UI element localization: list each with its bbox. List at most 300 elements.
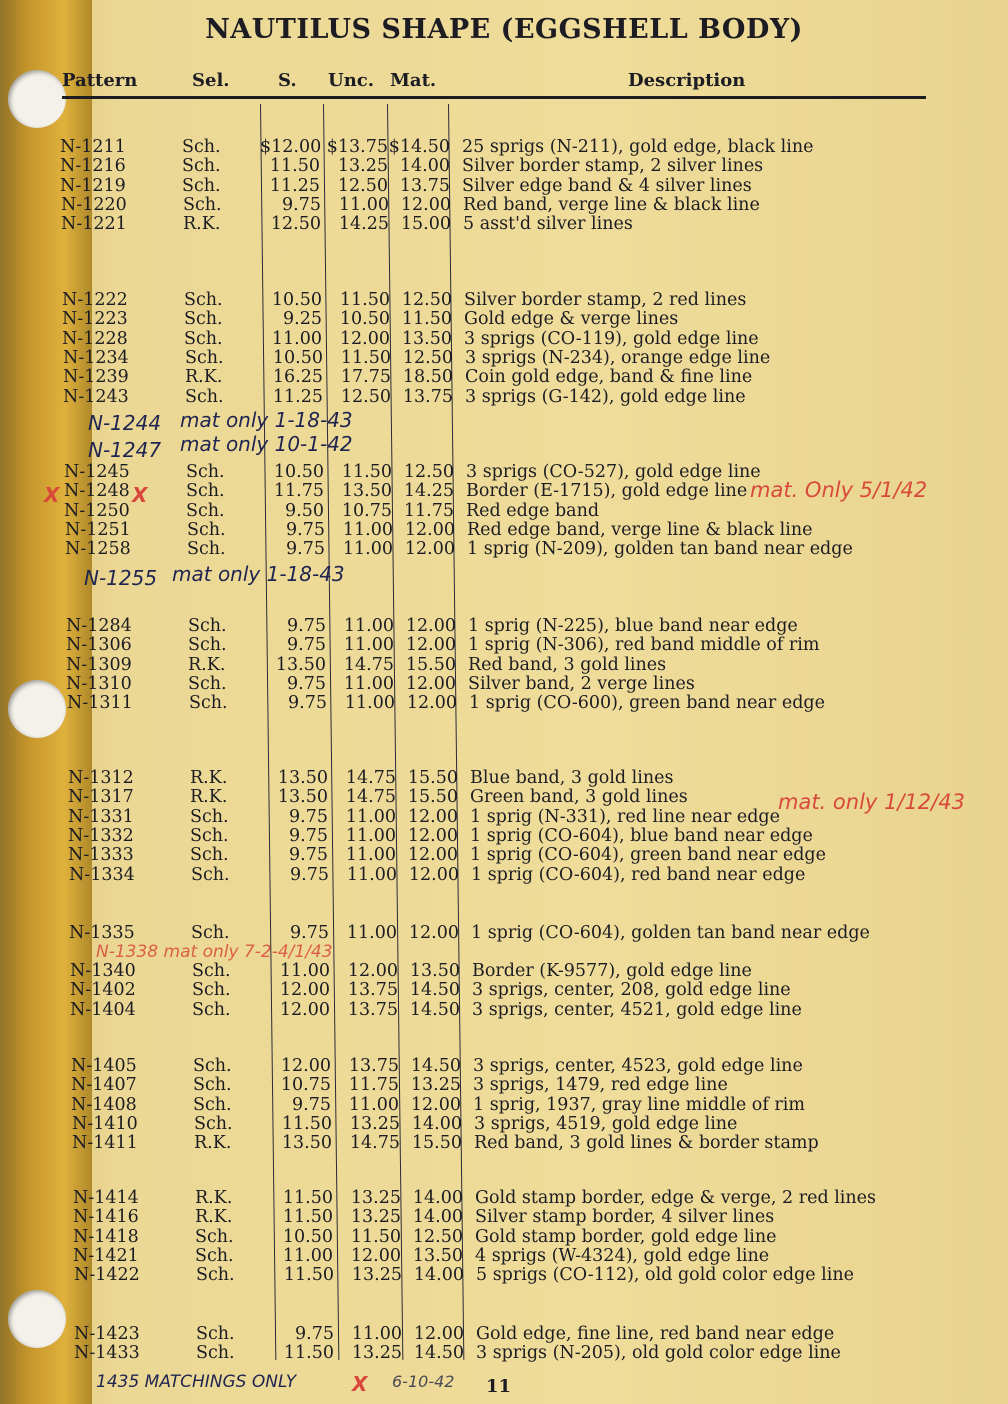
annotation-n1247: N-1247 bbox=[88, 438, 162, 462]
cell-mat: 14.25 bbox=[403, 481, 454, 502]
cell-unc: 11.00 bbox=[343, 635, 394, 656]
cell-s: 13.50 bbox=[275, 654, 326, 675]
cell-s: 9.50 bbox=[285, 500, 324, 521]
annotation-n1248-red: mat. Only 5/1/42 bbox=[750, 478, 928, 502]
cell-pattern: N-1411 bbox=[72, 1133, 138, 1154]
cell-s: 9.75 bbox=[289, 825, 328, 846]
cell-s: 9.75 bbox=[290, 864, 329, 885]
cell-description: 3 sprigs, center, 4521, gold edge line bbox=[472, 999, 802, 1020]
cell-mat: 12.00 bbox=[408, 864, 459, 885]
cell-pattern: N-1311 bbox=[67, 693, 133, 714]
cell-unc: 13.75 bbox=[347, 999, 398, 1020]
cell-s: 11.00 bbox=[282, 1245, 333, 1266]
table-row bbox=[0, 502, 1008, 521]
cell-pattern: N-1421 bbox=[73, 1245, 139, 1266]
cell-s: 11.00 bbox=[279, 961, 330, 981]
cell-s: 10.50 bbox=[271, 290, 322, 310]
cell-sel: R.K. bbox=[190, 787, 228, 808]
cell-mat: 12.50 bbox=[403, 462, 454, 482]
table-row bbox=[0, 866, 1008, 885]
cell-mat: 14.50 bbox=[413, 1343, 464, 1364]
cell-sel: Sch. bbox=[186, 481, 225, 502]
cell-description: 3 sprigs, 4519, gold edge line bbox=[474, 1113, 738, 1134]
cell-unc: 11.00 bbox=[346, 864, 397, 885]
cell-mat: 12.50 bbox=[401, 290, 452, 310]
cell-unc: 13.25 bbox=[351, 1265, 402, 1286]
cell-mat: 14.00 bbox=[412, 1207, 463, 1228]
table-row bbox=[0, 1189, 1008, 1208]
cell-sel: Sch. bbox=[196, 1265, 235, 1286]
cell-sel: Sch. bbox=[185, 386, 224, 407]
cell-sel: Sch. bbox=[187, 519, 226, 540]
cell-pattern: N-1243 bbox=[63, 386, 129, 407]
cell-sel: Sch. bbox=[184, 309, 223, 330]
cell-mat: 15.50 bbox=[411, 1133, 462, 1154]
cell-s: 9.75 bbox=[288, 693, 327, 714]
header-s: S. bbox=[278, 70, 297, 91]
cell-pattern: N-1222 bbox=[62, 290, 128, 310]
cell-unc: 12.00 bbox=[350, 1245, 401, 1266]
cell-description: 1 sprig, 1937, gray line middle of rim bbox=[473, 1094, 805, 1115]
cell-mat: 15.50 bbox=[405, 654, 456, 675]
cell-pattern: N-1408 bbox=[71, 1094, 137, 1115]
cell-sel: Sch. bbox=[186, 462, 225, 482]
cell-pattern: N-1433 bbox=[74, 1343, 140, 1364]
cell-s: $12.00 bbox=[260, 137, 322, 157]
cell-s: 9.75 bbox=[287, 673, 326, 694]
cell-sel: Sch. bbox=[191, 864, 230, 885]
cell-sel: Sch. bbox=[195, 1245, 234, 1266]
cell-unc: 13.25 bbox=[350, 1188, 401, 1208]
cell-mat: 15.50 bbox=[407, 768, 458, 788]
page-number: 11 bbox=[486, 1376, 512, 1397]
table-row bbox=[0, 656, 1008, 675]
cell-sel: Sch. bbox=[190, 806, 229, 827]
table-row bbox=[0, 962, 1008, 981]
cell-description: Silver border stamp, 2 silver lines bbox=[462, 156, 764, 177]
cell-sel: Sch. bbox=[195, 1226, 234, 1247]
table-row bbox=[0, 617, 1008, 636]
cell-description: Coin gold edge, band & fine line bbox=[465, 367, 753, 388]
cell-pattern: N-1258 bbox=[65, 539, 131, 560]
cell-mat: 15.00 bbox=[400, 214, 451, 235]
cell-pattern: N-1216 bbox=[60, 156, 126, 177]
cell-unc: 13.75 bbox=[347, 980, 398, 1001]
cell-description: Border (K-9577), gold edge line bbox=[472, 961, 752, 981]
x-mark-right: X bbox=[132, 483, 148, 507]
cell-description: Border (E-1715), gold edge line bbox=[466, 481, 748, 502]
cell-s: 9.75 bbox=[287, 635, 326, 656]
cell-sel: Sch. bbox=[188, 635, 227, 656]
table-row bbox=[0, 924, 1008, 943]
cell-sel: Sch. bbox=[182, 156, 221, 177]
cell-pattern: N-1414 bbox=[73, 1188, 139, 1208]
cell-description: Red edge band bbox=[466, 500, 600, 521]
cell-sel: Sch. bbox=[182, 175, 221, 196]
annotation-n1247-note: mat only 10-1-42 bbox=[180, 432, 353, 456]
cell-unc: 12.50 bbox=[340, 386, 391, 407]
cell-mat: 13.25 bbox=[410, 1075, 461, 1096]
cell-mat: 14.00 bbox=[412, 1188, 463, 1208]
cell-sel: Sch. bbox=[190, 825, 229, 846]
cell-mat: 14.00 bbox=[399, 156, 450, 177]
cell-description: Blue band, 3 gold lines bbox=[470, 768, 674, 788]
cell-pattern: N-1331 bbox=[68, 806, 134, 827]
x-mark-left: X bbox=[44, 483, 60, 507]
cell-sel: R.K. bbox=[195, 1207, 233, 1228]
header-mat: Mat. bbox=[390, 70, 437, 91]
table-row bbox=[0, 675, 1008, 694]
annotation-n1338-red: N-1338 mat only 7-2-4/1/43 bbox=[96, 942, 333, 962]
cell-description: Silver stamp border, 4 silver lines bbox=[475, 1207, 775, 1228]
table-row bbox=[0, 1076, 1008, 1095]
cell-unc: 13.25 bbox=[349, 1113, 400, 1134]
table-row bbox=[0, 827, 1008, 846]
cell-s: 13.50 bbox=[277, 787, 328, 808]
cell-mat: 12.00 bbox=[407, 825, 458, 846]
punch-hole-top bbox=[8, 70, 66, 128]
table-row bbox=[0, 1266, 1008, 1285]
cell-mat: 14.50 bbox=[409, 980, 460, 1001]
cell-description: 3 sprigs (G-142), gold edge line bbox=[465, 386, 746, 407]
cell-s: 11.50 bbox=[283, 1265, 334, 1286]
table-row bbox=[0, 1134, 1008, 1153]
table-row bbox=[0, 1247, 1008, 1266]
cell-pattern: N-1402 bbox=[70, 980, 136, 1001]
table-row bbox=[0, 310, 1008, 329]
table-row bbox=[0, 388, 1008, 407]
cell-unc: 11.00 bbox=[342, 519, 393, 540]
cell-description: 1 sprig (CO-600), green band near edge bbox=[469, 693, 825, 714]
cell-s: 9.25 bbox=[283, 309, 322, 330]
cell-unc: 11.00 bbox=[343, 616, 394, 636]
cell-description: Red edge band, verge line & black line bbox=[467, 519, 813, 540]
cell-unc: 11.00 bbox=[343, 673, 394, 694]
cell-s: 11.50 bbox=[282, 1188, 333, 1208]
cell-description: 3 sprigs (CO-527), gold edge line bbox=[466, 462, 761, 482]
table-row bbox=[0, 1228, 1008, 1247]
table-row bbox=[0, 1325, 1008, 1344]
cell-mat: 12.00 bbox=[405, 616, 456, 636]
cell-sel: Sch. bbox=[182, 137, 221, 157]
cell-mat: 12.00 bbox=[413, 1324, 464, 1344]
cell-mat: 14.50 bbox=[410, 1056, 461, 1076]
cell-pattern: N-1245 bbox=[64, 462, 130, 482]
cell-sel: Sch. bbox=[192, 980, 231, 1001]
cell-description: 1 sprig (N-306), red band middle of rim bbox=[468, 635, 820, 656]
table-row bbox=[0, 1001, 1008, 1020]
cell-pattern: N-1220 bbox=[61, 194, 127, 215]
cell-pattern: N-1404 bbox=[70, 999, 136, 1020]
cell-sel: Sch. bbox=[193, 1056, 232, 1076]
cell-pattern: N-1309 bbox=[66, 654, 132, 675]
cell-sel: Sch. bbox=[193, 1075, 232, 1096]
cell-pattern: N-1340 bbox=[70, 961, 136, 981]
cell-s: 9.75 bbox=[286, 539, 325, 560]
cell-s: 11.50 bbox=[269, 156, 320, 177]
cell-mat: $14.50 bbox=[388, 137, 450, 157]
cell-sel: R.K. bbox=[183, 214, 221, 235]
cell-unc: 13.50 bbox=[341, 481, 392, 502]
cell-unc: 13.25 bbox=[351, 1343, 402, 1364]
cell-mat: 12.00 bbox=[404, 519, 455, 540]
cell-description: Gold stamp border, edge & verge, 2 red lines bbox=[475, 1188, 877, 1208]
table-row bbox=[0, 215, 1008, 234]
cell-unc: 11.00 bbox=[344, 693, 395, 714]
cell-pattern: N-1422 bbox=[74, 1265, 140, 1286]
cell-description: 1 sprig (CO-604), green band near edge bbox=[470, 845, 826, 866]
cell-pattern: N-1234 bbox=[63, 347, 129, 368]
cell-description: Red band, 3 gold lines & border stamp bbox=[474, 1133, 819, 1154]
cell-mat: 12.00 bbox=[407, 845, 458, 866]
cell-pattern: N-1317 bbox=[68, 787, 134, 808]
table-row bbox=[0, 1096, 1008, 1115]
cell-mat: 14.00 bbox=[413, 1265, 464, 1286]
cell-unc: 14.75 bbox=[349, 1133, 400, 1154]
cell-unc: 12.50 bbox=[337, 175, 388, 196]
header-sel: Sel. bbox=[192, 70, 230, 91]
cell-unc: 11.00 bbox=[345, 806, 396, 827]
table-row bbox=[0, 636, 1008, 655]
cell-pattern: N-1310 bbox=[66, 673, 132, 694]
header-description: Description bbox=[628, 70, 746, 91]
cell-unc: 12.00 bbox=[347, 961, 398, 981]
cell-s: 9.75 bbox=[292, 1094, 331, 1115]
annotation-n1244: N-1244 bbox=[88, 411, 162, 435]
cell-mat: 12.00 bbox=[410, 1094, 461, 1115]
cell-s: 11.25 bbox=[272, 386, 323, 407]
annotation-n1331-red: mat. only 1/12/43 bbox=[778, 790, 965, 814]
annotation-bottom-note: 1435 MATCHINGS ONLY bbox=[96, 1372, 297, 1392]
cell-description: Silver border stamp, 2 red lines bbox=[464, 290, 747, 310]
cell-sel: R.K. bbox=[185, 367, 223, 388]
cell-s: 16.25 bbox=[272, 367, 323, 388]
cell-mat: 14.00 bbox=[411, 1113, 462, 1134]
cell-unc: 11.00 bbox=[351, 1324, 402, 1344]
table-row bbox=[0, 349, 1008, 368]
cell-pattern: N-1250 bbox=[64, 500, 130, 521]
cell-mat: 12.00 bbox=[406, 693, 457, 714]
cell-s: 9.75 bbox=[282, 194, 321, 215]
cell-description: Gold stamp border, gold edge line bbox=[475, 1226, 777, 1247]
cell-description: Red band, verge line & black line bbox=[463, 194, 760, 215]
header-pattern: Pattern bbox=[62, 70, 138, 91]
cell-unc: 11.00 bbox=[348, 1094, 399, 1115]
cell-sel: Sch. bbox=[189, 693, 228, 714]
cell-s: 13.50 bbox=[281, 1133, 332, 1154]
cell-mat: 13.50 bbox=[409, 961, 460, 981]
cell-description: 3 sprigs, center, 208, gold edge line bbox=[472, 980, 791, 1001]
page-title: NAUTILUS SHAPE (EGGSHELL BODY) bbox=[205, 14, 803, 45]
cell-s: 11.00 bbox=[271, 328, 322, 349]
cell-s: 10.50 bbox=[282, 1226, 333, 1247]
cell-unc: 11.75 bbox=[348, 1075, 399, 1096]
cell-pattern: N-1312 bbox=[68, 768, 134, 788]
annotation-n1255-note: mat only 1-18-43 bbox=[172, 562, 345, 586]
cell-unc: 11.50 bbox=[340, 347, 391, 368]
cell-s: 9.75 bbox=[290, 923, 329, 943]
cell-sel: Sch. bbox=[187, 539, 226, 560]
cell-s: 11.75 bbox=[273, 481, 324, 502]
table-row bbox=[0, 1057, 1008, 1076]
cell-mat: 11.75 bbox=[403, 500, 454, 521]
cell-unc: 11.00 bbox=[345, 825, 396, 846]
cell-description: 1 sprig (N-209), golden tan band near edge bbox=[467, 539, 853, 560]
cell-sel: Sch. bbox=[184, 290, 223, 310]
cell-sel: R.K. bbox=[188, 654, 226, 675]
cell-mat: 12.00 bbox=[405, 673, 456, 694]
cell-unc: 11.00 bbox=[345, 845, 396, 866]
cell-description: 1 sprig (CO-604), blue band near edge bbox=[470, 825, 813, 846]
cell-mat: 13.50 bbox=[412, 1245, 463, 1266]
cell-description: 1 sprig (CO-604), golden tan band near edge bbox=[471, 923, 870, 943]
cell-description: 3 sprigs (CO-119), gold edge line bbox=[464, 328, 759, 349]
cell-mat: 12.00 bbox=[405, 635, 456, 656]
cell-pattern: N-1405 bbox=[71, 1056, 137, 1076]
cell-unc: 10.50 bbox=[339, 309, 390, 330]
cell-unc: 10.75 bbox=[341, 500, 392, 521]
table-row bbox=[0, 368, 1008, 387]
cell-mat: 12.00 bbox=[404, 539, 455, 560]
table-row bbox=[0, 694, 1008, 713]
header-rule bbox=[62, 96, 926, 99]
cell-mat: 12.00 bbox=[407, 806, 458, 827]
cell-unc: 14.25 bbox=[338, 214, 389, 235]
cell-description: 1 sprig (N-331), red line near edge bbox=[470, 806, 780, 827]
table-row bbox=[0, 1208, 1008, 1227]
cell-pattern: N-1407 bbox=[71, 1075, 137, 1096]
cell-description: 5 sprigs (CO-112), old gold color edge line bbox=[476, 1265, 854, 1286]
cell-sel: Sch. bbox=[188, 673, 227, 694]
cell-s: 11.50 bbox=[282, 1207, 333, 1228]
cell-description: Silver band, 2 verge lines bbox=[468, 673, 695, 694]
cell-description: Green band, 3 gold lines bbox=[470, 787, 688, 808]
cell-unc: 13.25 bbox=[337, 156, 388, 177]
cell-sel: Sch. bbox=[184, 328, 223, 349]
cell-s: 11.25 bbox=[269, 175, 320, 196]
x-mark-bottom: X bbox=[352, 1372, 368, 1396]
cell-sel: Sch. bbox=[192, 999, 231, 1020]
cell-s: 9.75 bbox=[289, 806, 328, 827]
cell-description: 1 sprig (N-225), blue band near edge bbox=[468, 616, 798, 636]
cell-unc: 14.75 bbox=[345, 787, 396, 808]
table-row bbox=[0, 846, 1008, 865]
cell-pattern: N-1334 bbox=[69, 864, 135, 885]
cell-description: 1 sprig (CO-604), red band near edge bbox=[471, 864, 806, 885]
cell-s: 9.75 bbox=[286, 519, 325, 540]
cell-sel: Sch. bbox=[183, 194, 222, 215]
cell-pattern: N-1423 bbox=[74, 1324, 140, 1344]
cell-unc: 11.50 bbox=[341, 462, 392, 482]
table-row bbox=[0, 177, 1008, 196]
cell-mat: 14.50 bbox=[409, 999, 460, 1020]
header-unc: Unc. bbox=[328, 70, 375, 91]
cell-description: 3 sprigs (N-205), old gold color edge line bbox=[476, 1343, 841, 1364]
cell-sel: Sch. bbox=[194, 1113, 233, 1134]
table-row bbox=[0, 157, 1008, 176]
cell-unc: 13.75 bbox=[348, 1056, 399, 1076]
cell-unc: 14.75 bbox=[343, 654, 394, 675]
cell-sel: Sch. bbox=[192, 961, 231, 981]
cell-sel: Sch. bbox=[186, 500, 225, 521]
cell-unc: 14.75 bbox=[345, 768, 396, 788]
cell-pattern: N-1228 bbox=[62, 328, 128, 349]
table-row bbox=[0, 330, 1008, 349]
table-row bbox=[0, 138, 1008, 157]
cell-s: 9.75 bbox=[295, 1324, 334, 1344]
cell-description: 25 sprigs (N-211), gold edge, black line bbox=[462, 137, 814, 157]
cell-unc: 11.00 bbox=[338, 194, 389, 215]
cell-pattern: N-1332 bbox=[68, 825, 134, 846]
cell-s: 9.75 bbox=[287, 616, 326, 636]
cell-sel: Sch. bbox=[188, 616, 227, 636]
cell-mat: 13.75 bbox=[402, 386, 453, 407]
cell-s: 12.00 bbox=[280, 1056, 331, 1076]
cell-pattern: N-1335 bbox=[69, 923, 135, 943]
cell-s: 11.50 bbox=[283, 1343, 334, 1364]
cell-pattern: N-1306 bbox=[66, 635, 132, 656]
cell-mat: 12.00 bbox=[408, 923, 459, 943]
cell-s: 10.50 bbox=[273, 462, 324, 482]
cell-description: Red band, 3 gold lines bbox=[468, 654, 667, 675]
cell-unc: 11.50 bbox=[339, 290, 390, 310]
cell-description: Gold edge, fine line, red band near edge bbox=[476, 1324, 835, 1344]
cell-pattern: N-1223 bbox=[62, 309, 128, 330]
cell-s: 12.50 bbox=[270, 214, 321, 235]
cell-pattern: N-1219 bbox=[60, 175, 126, 196]
cell-mat: 13.75 bbox=[399, 175, 450, 196]
table-row bbox=[0, 291, 1008, 310]
cell-s: 12.00 bbox=[279, 999, 330, 1020]
cell-unc: 13.25 bbox=[350, 1207, 401, 1228]
cell-pattern: N-1333 bbox=[68, 845, 134, 866]
cell-s: 11.50 bbox=[281, 1113, 332, 1134]
cell-s: 13.50 bbox=[277, 768, 328, 788]
cell-mat: 12.00 bbox=[400, 194, 451, 215]
cell-description: 4 sprigs (W-4324), gold edge line bbox=[475, 1245, 770, 1266]
cell-mat: 12.50 bbox=[412, 1226, 463, 1247]
cell-mat: 13.50 bbox=[401, 328, 452, 349]
cell-pattern: N-1248 bbox=[64, 481, 130, 502]
cell-s: 10.75 bbox=[280, 1075, 331, 1096]
cell-description: 3 sprigs, 1479, red edge line bbox=[473, 1075, 728, 1096]
cell-pattern: N-1410 bbox=[72, 1113, 138, 1134]
cell-pattern: N-1211 bbox=[60, 137, 126, 157]
cell-mat: 15.50 bbox=[407, 787, 458, 808]
cell-s: 12.00 bbox=[279, 980, 330, 1001]
cell-pattern: N-1239 bbox=[63, 367, 129, 388]
cell-unc: 11.00 bbox=[346, 923, 397, 943]
cell-pattern: N-1418 bbox=[73, 1226, 139, 1247]
cell-unc: 17.75 bbox=[340, 367, 391, 388]
table-row bbox=[0, 1344, 1008, 1363]
cell-s: 10.50 bbox=[272, 347, 323, 368]
cell-pattern: N-1221 bbox=[61, 214, 127, 235]
cell-sel: Sch. bbox=[191, 923, 230, 943]
cell-mat: 12.50 bbox=[402, 347, 453, 368]
cell-sel: Sch. bbox=[190, 845, 229, 866]
cell-description: 3 sprigs, center, 4523, gold edge line bbox=[473, 1056, 803, 1076]
cell-sel: Sch. bbox=[193, 1094, 232, 1115]
table-row bbox=[0, 196, 1008, 215]
cell-mat: 18.50 bbox=[402, 367, 453, 388]
cell-mat: 11.50 bbox=[401, 309, 452, 330]
cell-unc: 12.00 bbox=[339, 328, 390, 349]
cell-pattern: N-1416 bbox=[73, 1207, 139, 1228]
cell-description: Silver edge band & 4 silver lines bbox=[462, 175, 752, 196]
cell-s: 9.75 bbox=[289, 845, 328, 866]
table-row bbox=[0, 521, 1008, 540]
